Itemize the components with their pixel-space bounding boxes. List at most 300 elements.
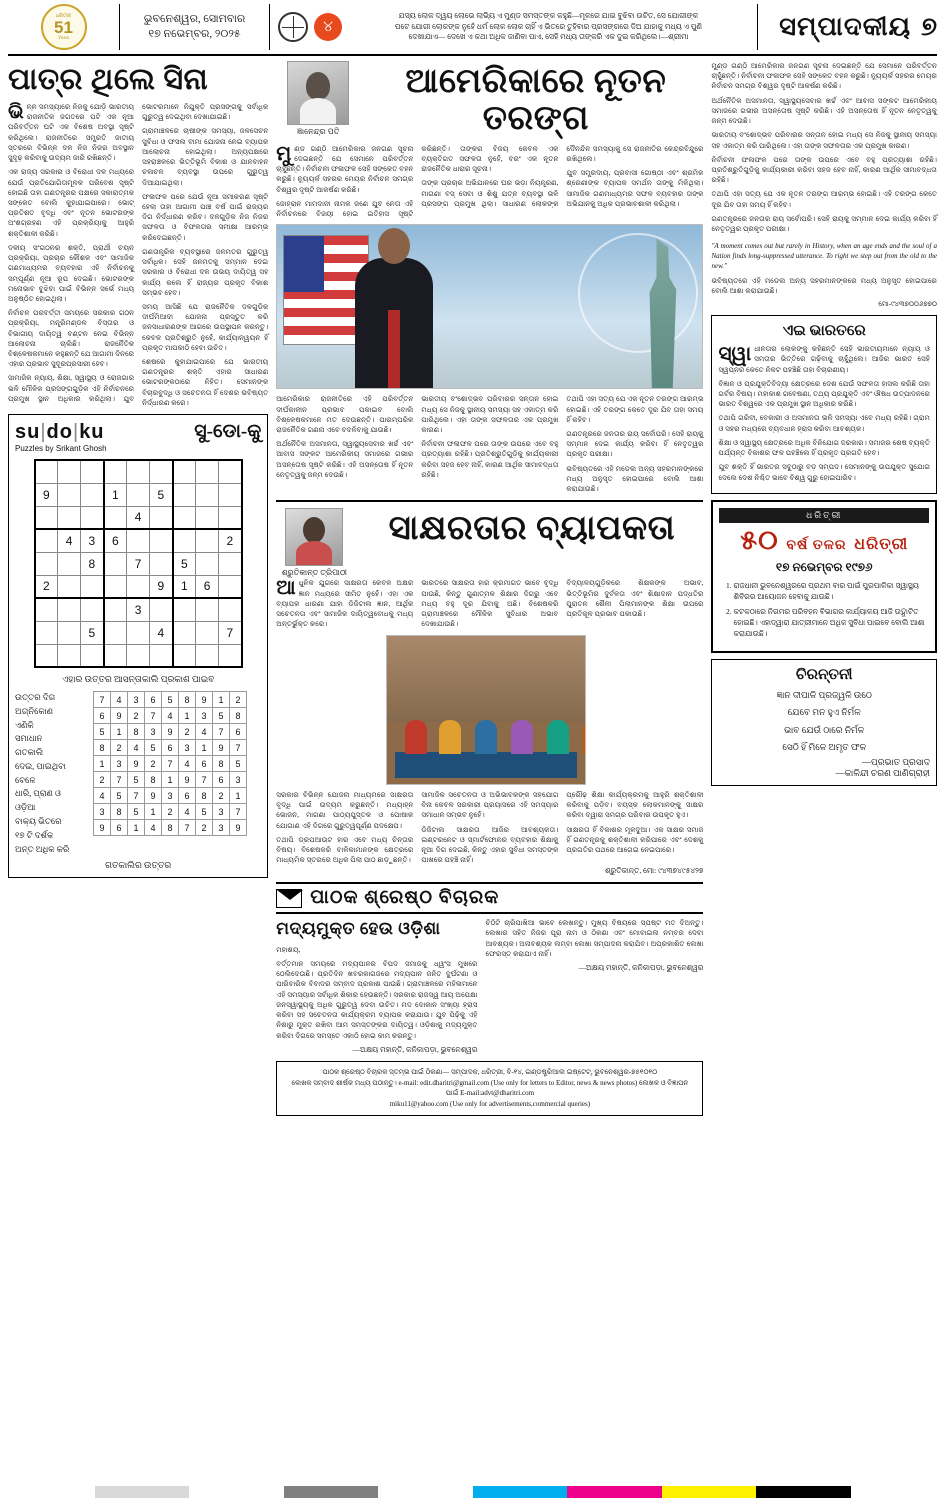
- sudoku-answer-cell: 5: [162, 692, 179, 708]
- paragraph: ଗ୍ରାମାଞ୍ଚଳରେ ଚାଷୀଙ୍କ ସମସ୍ୟା, ଜଳସେଚନ ସୁବିଧା ଓ ଫସଲ ବୀମା ଯୋଜନା ନେଇ ବ୍ୟାପକ ଆଲୋଚନା ହୋଇଥିଲା। ଅନ୍ୟପକ୍ଷରେ ସହରାଞ୍ଚଳରେ ଭିତ୍ତିଭୂମି ବିକାଶ ଓ ଯାନବାହନ ଚଳାଚଳ ବ୍ୟବସ୍ଥା ଉପରେ ଗୁରୁତ୍ୱ ଦିଆଯାଇଥିଲା।: [142, 127, 269, 187]
- sudoku-cell[interactable]: [150, 460, 173, 483]
- color-bar-swatch: [95, 1486, 190, 1498]
- sudoku-cell[interactable]: [196, 598, 219, 621]
- column-right: [711, 61, 937, 1116]
- dateline-date: ୧୭ ନଭେମ୍ବର, ୨୦୨୫: [148, 28, 241, 40]
- sudoku-cell[interactable]: [58, 644, 81, 667]
- emblem-brand: ଧରିତ୍ରୀ: [55, 13, 72, 19]
- paragraph: ଚିଠିଟି ଚାରିପାଖିଆ ଭାବେ ଲେଖନ୍ତୁ। ମୁଖ୍ୟ ବିଷୟରେ ସ୍ପଷ୍ଟ ମତ ଦିଅନ୍ତୁ। ଲେଖାର ସହିତ ନିଜର ପୂରା ନାମ ଓ ଠିକଣା ଏବଂ ମୋବାଇଲ ନମ୍ବର ଦେବା ଆବଶ୍ୟକ। ଅନାବଶ୍ୟକ ଲମ୍ବା ଲେଖା ସମ୍ପାଦନା କରାଯିବ। ଅପ୍ରକାଶିତ ଲେଖା ଫେରସ୍ତ କରାଯାଏ ନାହିଁ।: [485, 919, 704, 958]
- sudoku-cell[interactable]: [81, 644, 104, 667]
- sudoku-answer-cell: 1: [196, 740, 213, 756]
- sudoku-cell[interactable]: 9: [35, 483, 58, 506]
- sudoku-cell[interactable]: [173, 621, 196, 644]
- color-bar-swatch: [756, 1486, 851, 1498]
- sudoku-cell[interactable]: 7: [127, 552, 150, 575]
- sudoku-answer-label: ବେଳେ: [15, 774, 36, 785]
- sudoku-cell[interactable]: [104, 460, 127, 483]
- sudoku-header: [15, 421, 261, 453]
- sudoku-cell[interactable]: [35, 598, 58, 621]
- sudoku-answer-cell: 1: [111, 724, 128, 740]
- sudoku-note: ଏହାର ଉତ୍ତର ଆସନ୍ତାକାଲି ପ୍ରକାଶ ପାଇବ: [61, 674, 215, 685]
- sudoku-answer-cell: 4: [128, 740, 145, 756]
- paragraph: ଦଳୀୟ ସଂଗଠନର ଶକ୍ତି, ପ୍ରାର୍ଥୀ ଚୟନ ପ୍ରକ୍ରିୟା, ପ୍ରଚାର କୌଶଳ ଏବଂ ସାମାଜିକ ଗଣମାଧ୍ୟମର ବ୍ୟବହାର ଏହି ନିର୍ବାଚନକୁ ସମ୍ପୂର୍ଣ୍ଣ ନୂଆ ରୂପ ଦେଇଛି। ଭୋଟରଙ୍କ ମନୋଭାବ ବୁଝିବା ପାଇଁ ବିଭିନ୍ନ ସର୍ଭେ ମଧ୍ୟ ଅନୁଷ୍ଠିତ ହୋଇଥିଲା।: [8, 243, 135, 303]
- sudoku-cell[interactable]: [104, 552, 127, 575]
- sudoku-answer-cell: 8: [94, 740, 111, 756]
- sudoku-answer-cell: 9: [213, 740, 230, 756]
- author2-name: ଶ୍ରୁତିକାନ୍ତ ତ୍ରିପାଠୀ: [281, 568, 347, 578]
- sudoku-answer-cell: 4: [145, 820, 162, 836]
- anniversary-date: ୧୭ ନଭେମ୍ବର ୧୯୭୬: [775, 559, 873, 574]
- sudoku-cell[interactable]: [150, 529, 173, 552]
- author-phone: ମୋ-୯୪୩୭୦୦୬୭୭୦: [878, 300, 937, 309]
- paragraph: ଭବିଷ୍ୟତରେ ଏହି ମଡେଲ ଅନ୍ୟ ସହରମାନଙ୍କରେ ମଧ୍ୟ ଅନୁସୃତ ହୋଇପାରେ ବୋଲି ଆଶା କରାଯାଉଛି।: [711, 276, 937, 295]
- anniversary-emblem: [41, 4, 87, 50]
- sudoku-answer-cell: 9: [179, 772, 196, 788]
- paragraph: ଶିକ୍ଷା ଓ ସ୍ୱାସ୍ଥ୍ୟ କ୍ଷେତ୍ରରେ ଅଧିକ ବିନିଯୋଗ ଦରକାର। ସମାଜର ଶେଷ ବ୍ୟକ୍ତି ପର୍ଯ୍ୟନ୍ତ ବିକାଶର ଫଳ ପହଞ୍ଚିଲେ ହିଁ ପ୍ରକୃତ ପ୍ରଗତି ହେବ।: [718, 438, 930, 458]
- sudoku-cell[interactable]: [219, 552, 242, 575]
- sudoku-cell[interactable]: [196, 506, 219, 529]
- sudoku-cell[interactable]: 7: [219, 621, 242, 644]
- sudoku-widget: [8, 414, 268, 878]
- sudoku-cell[interactable]: [58, 575, 81, 598]
- sudoku-answer-cell: 7: [196, 772, 213, 788]
- paragraph: ଏକ ରାଜ୍ୟ ସରକାର ଓ ବିରୋଧୀ ଦଳ ମଧ୍ୟରେ ଯେଉଁ ପ୍ରତିଯୋଗିତାମୂଳକ ପରିବେଶ ସୃଷ୍ଟି ହୋଇଛି ତାହା ଗଣତନ୍ତ୍ରର ପକ୍ଷରେ ସକାରାତ୍ମକ ସଙ୍କେତ ବୋଲି କୁହାଯାଇପାରେ। ଭୋଟ୍ ପ୍ରତିଶତ ବୃଦ୍ଧି ଏବଂ ନୂତନ ଭୋଟରଙ୍କ ଅଂଶଗ୍ରହଣ ଏହି ପ୍ରକ୍ରିୟାକୁ ଆହୁରି ଶକ୍ତିଶାଳୀ କରିଛି।: [8, 168, 135, 238]
- sudoku-cell[interactable]: 8: [81, 552, 104, 575]
- sudoku-cell[interactable]: [173, 644, 196, 667]
- sudoku-cell[interactable]: [81, 483, 104, 506]
- india-box-body: [718, 344, 930, 487]
- sudoku-cell[interactable]: 1: [173, 575, 196, 598]
- page-columns: [8, 61, 937, 1116]
- sudoku-cell[interactable]: [173, 506, 196, 529]
- paragraph: ମୁଣ୍ଡ ଗଣ୍ଠି ଆମେରିକାର ଜନଗଣ ସୂଚନା ଦେଇଛନ୍ତି ଯେ ସେମାନେ ପରିବର୍ତ୍ତନ ଚାହୁଁଛନ୍ତି। ନିର୍ବାଚନୀ ଫଳାଫଳ ସେହି ସଙ୍କେତ ବହନ କରୁଛି। ନ୍ୟୁୟର୍କ ସହରର ମେୟର ନିର୍ବାଚନ ସମଗ୍ର ବିଶ୍ୱର ଦୃଷ୍ଟି ଆକର୍ଷଣ କରିଛି।: [276, 142, 414, 194]
- paragraph: ଗଣତାନ୍ତ୍ରିକ ବ୍ୟବସ୍ଥାରେ ଜନମତର ଗୁରୁତ୍ୱ ସର୍ବାଧିକ। ସେହି ଜନମତକୁ ସମ୍ମାନ ଦେଇ ସରକାର ଓ ବିରୋଧୀ ଦଳ ଉଭୟ ଦାୟିତ୍ୱ ସହ କାର୍ଯ୍ୟ କଲେ ହିଁ ରାଜ୍ୟର ପ୍ରକୃତ ବିକାଶ ସମ୍ଭବ ହେବ।: [142, 247, 269, 297]
- sudoku-cell[interactable]: [219, 483, 242, 506]
- sudoku-cell[interactable]: [81, 506, 104, 529]
- paragraph: ସ୍ୱାଧୀନତାର ଲୋକଙ୍କୁ କହିଛନ୍ତି ସେହି ଭାରତୀୟମାନେ ନ୍ୟାୟ ଓ ସମତାର ଭିତ୍ତିରେ ଗଢ଼ିବାକୁ ଚାହୁଁଥିଲେ। ଆଜିର ଭାରତ ସେହି ସ୍ୱପ୍ନର କେତେ ନିକଟ ପହଞ୍ଚିଛି ତାହା ବିଚାରଣୀୟ।: [718, 343, 930, 374]
- sudoku-answer-cell: 9: [145, 788, 162, 804]
- sudoku-answer-cell: 7: [94, 692, 111, 708]
- sudoku-answer-cell: 6: [162, 740, 179, 756]
- main-article-headline: ଆମେରିକାରେ ନୂତନ ତରଙ୍ଗ: [405, 63, 667, 138]
- second-article-body-bottom: [276, 790, 703, 866]
- sudoku-cell[interactable]: [150, 644, 173, 667]
- sudoku-answer-cell: 3: [213, 820, 230, 836]
- sudoku-cell[interactable]: [127, 483, 150, 506]
- paragraph: ଅର୍ଥନୈତିକ ଅସମାନତା, ସ୍ୱାସ୍ଥ୍ୟସେବାର ଖର୍ଚ୍ଚ ଏବଂ ଆବାସ ସଙ୍କଟ ଆମେରିକୀୟ ସମାଜରେ ଗଭୀର ଅସନ୍ତୋଷ ସୃଷ୍ଟି କରିଛି। ଏହି ଅସନ୍ତୋଷ ହିଁ ନୂତନ ନେତୃତ୍ୱକୁ ଜନ୍ମ ଦେଉଛି।: [276, 440, 414, 479]
- sudoku-answer-area: [15, 691, 261, 856]
- sudoku-answer-cell: 5: [213, 708, 230, 724]
- sudoku-answer-cell: 3: [94, 804, 111, 820]
- masthead-section: [757, 4, 937, 50]
- sudoku-answer-cell: 3: [145, 724, 162, 740]
- sudoku-answer-cell: 3: [213, 804, 230, 820]
- sudoku-cell[interactable]: [104, 621, 127, 644]
- sloka-text: [348, 11, 749, 44]
- anniversary-band: ଧରିତ୍ରୀ: [719, 508, 929, 523]
- paragraph: ଗଣତନ୍ତ୍ରରେ ଜନତାର ରାୟ ସର୍ବୋପରି। ସେହି ରାୟକୁ ସମ୍ମାନ ଦେଇ କାର୍ଯ୍ୟ କରିବା ହିଁ ନେତୃତ୍ୱର ପ୍ରକୃତ ପରୀକ୍ଷା।: [566, 429, 704, 459]
- paragraph: ସରକାର ବିଭିନ୍ନ ଯୋଜନା ମାଧ୍ୟମରେ ସାକ୍ଷରତା ବୃଦ୍ଧି ପାଇଁ ଉଦ୍ୟମ କରୁଛନ୍ତି। ମଧ୍ୟାହ୍ନ ଭୋଜନ, ମାଗଣା ପାଠ୍ୟପୁସ୍ତକ ଓ ପୋଷାକ ଯୋଗାଣ ଏହି ଦିଗରେ ଗୁରୁତ୍ୱପୂର୍ଣ୍ଣ ପଦକ୍ଷେପ।: [276, 790, 414, 830]
- color-bar-swatch: [662, 1486, 757, 1498]
- sudoku-cell[interactable]: 4: [127, 506, 150, 529]
- chirantani-box: [711, 659, 937, 786]
- sudoku-answer-cell: 2: [94, 772, 111, 788]
- sudoku-answer-cell: 2: [196, 820, 213, 836]
- sudoku-cell[interactable]: 6: [196, 575, 219, 598]
- sudoku-cell[interactable]: [104, 506, 127, 529]
- paragraph: ପ୍ରୌଢ଼ ଶିକ୍ଷା କାର୍ଯ୍ୟକ୍ରମକୁ ଆହୁରି ଶକ୍ତିଶାଳୀ କରିବାକୁ ପଡ଼ିବ। ବୟସ୍କ ଲୋକମାନଙ୍କୁ ସାକ୍ଷର କରିବା ଦ୍ୱାରା ସମଗ୍ର ପରିବାର ଉପକୃତ ହୁଏ।: [566, 790, 704, 820]
- sudoku-cell[interactable]: [127, 460, 150, 483]
- paragraph: ଆମେରିକାର ରାଜନୀତିରେ ଏହି ପରିବର୍ତ୍ତନ ଦୀର୍ଘକାଳୀନ ପ୍ରଭାବ ପକାଇବ ବୋଲି ବିଶ୍ଳେଷକମାନେ ମତ ଦେଉଛନ୍ତି। ପାରମ୍ପରିକ ରାଜନୈତିକ ଗଣନା ଏବେ ବଦଳିବାକୁ ଯାଉଛି।: [276, 395, 414, 434]
- sudoku-cell[interactable]: 4: [150, 621, 173, 644]
- author2-photo: [285, 508, 343, 566]
- sudoku-cell[interactable]: [35, 621, 58, 644]
- paragraph: ତଥାପି ଗରିବୀ, ବେକାରୀ ଓ ଅସମାନତା ଭଳି ସମସ୍ୟା ଏବେ ମଧ୍ୟ ରହିଛି। ଗ୍ରାମ ଓ ସହର ମଧ୍ୟରେ ବ୍ୟବଧାନ ହ୍ରାସ କରିବା ଆବଶ୍ୟକ।: [718, 414, 930, 433]
- sudoku-cell[interactable]: [219, 460, 242, 483]
- color-bar-swatch: [473, 1486, 568, 1498]
- paragraph: ସମୟ ଆସିଛି ଯେ ରାଜନୈତିକ ଦଳଗୁଡ଼ିକ ଦୀର୍ଘମିଆଦୀ ଯୋଜନା ପ୍ରସ୍ତୁତ କରି ଜନସାଧାରଣଙ୍କ ଆଗରେ ଉପସ୍ଥାପନ କରନ୍ତୁ। କେବଳ ପ୍ରତିଶ୍ରୁତି ନୁହେଁ, କାର୍ଯ୍ୟାନ୍ୱୟନ ହିଁ ପ୍ରକୃତ ମାପକାଠି ହେବା ଉଚିତ।: [142, 302, 269, 352]
- sudoku-cell[interactable]: [58, 552, 81, 575]
- paragraph: ତଥାପି ଡ୍ରପଆଉଟ ହାର ଏବେ ମଧ୍ୟ ଚିନ୍ତାର ବିଷୟ। ବିଶେଷକରି ବାଳିକାମାନଙ୍କ କ୍ଷେତ୍ରରେ ମାଧ୍ୟମିକ ସ୍ତରରେ ଅଧିକ ପିଲା ପାଠ ଛାଡ଼ୁଛନ୍ତି।: [276, 835, 414, 865]
- footer-line-2[interactable]: ଲେଖକ ସମ୍ବାଦ ଶୀର୍ଷକ ମଧ୍ୟ ପଠାନ୍ତୁ। e-mail: edit.dharitri@gmail.com (Use only for letters to Editor, news & news photos) ଲେଖକ ଓ ବିଜ୍ଞାପନ ପାଇଁ E-mail:advt@dharitri.com: [291, 1078, 689, 1098]
- sudoku-answer-cell: 3: [196, 708, 213, 724]
- sudoku-cell[interactable]: [58, 460, 81, 483]
- sudoku-cell[interactable]: 5: [81, 621, 104, 644]
- sudoku-answer-cell: 6: [230, 724, 247, 740]
- contact-footer: [276, 1061, 703, 1116]
- paragraph: ଡିଜିଟାଲ ସାକ୍ଷରତା ଆଜିର ଆବଶ୍ୟକତା। ଇଣ୍ଟରନେଟ ଓ ସ୍ମାର୍ଟଫୋନର ବ୍ୟବହାର ଶିକ୍ଷାକୁ ନୂଆ ଦିଗ ଦେଇଛି, କିନ୍ତୁ ଏହାର ସୁବିଧା ସମସ୍ତଙ୍କ ପାଖରେ ପହଞ୍ଚି ନାହିଁ।: [421, 825, 559, 865]
- chirantani-source-2: —କାଳିନ୍ଦୀ ଚରଣ ପାଣିଗ୍ରାହୀ: [835, 768, 930, 779]
- sudoku-answer-cell: 3: [230, 772, 247, 788]
- sudoku-answer-cell: 7: [128, 788, 145, 804]
- india-box: [711, 315, 937, 494]
- column-left: [8, 61, 268, 1116]
- sudoku-cell[interactable]: [127, 644, 150, 667]
- masthead-emblem-area: [8, 4, 120, 50]
- sudoku-cell[interactable]: [58, 621, 81, 644]
- sudoku-cell[interactable]: [196, 460, 219, 483]
- sudoku-answer-cell: 7: [111, 772, 128, 788]
- sudoku-cell[interactable]: 2: [219, 529, 242, 552]
- paragraph: ବିଦ୍ୟାଳୟଗୁଡ଼ିକରେ ଶିକ୍ଷକଙ୍କ ଅଭାବ, ଭିତ୍ତିଭୂମିର ଦୁର୍ବଳତା ଏବଂ ଶିକ୍ଷାଦାନ ପଦ୍ଧତିର ପୁରାତନ ଶୈଳୀ ପିଲାମାନଙ୍କ ଶିକ୍ଷା ଉପରେ ପ୍ରତିକୂଳ ପ୍ରଭାବ ପକାଉଛି।: [566, 579, 704, 618]
- emblem-number: 51: [54, 17, 73, 37]
- sudoku-answer-caption: ଗତକାଲିର ଉତ୍ତର: [105, 860, 172, 871]
- sudoku-cell[interactable]: 3: [127, 598, 150, 621]
- sudoku-cell[interactable]: [127, 529, 150, 552]
- sudoku-answer-cell: 9: [128, 756, 145, 772]
- sudoku-answer-cell: 8: [162, 820, 179, 836]
- sudoku-cell[interactable]: [35, 552, 58, 575]
- sudoku-cell[interactable]: [58, 598, 81, 621]
- sudoku-cell[interactable]: 3: [81, 529, 104, 552]
- editorial-body: [8, 102, 268, 408]
- sudoku-cell[interactable]: [127, 575, 150, 598]
- photo-circle-frame: [578, 233, 698, 353]
- anniversary-years: [719, 525, 929, 557]
- masthead-sloka: [270, 4, 757, 50]
- sudoku-answer-cell: 1: [162, 772, 179, 788]
- author-photo: [287, 61, 349, 125]
- sudoku-answer-cell: 2: [128, 708, 145, 724]
- sudoku-answer-cell: 2: [213, 788, 230, 804]
- sudoku-answer-cell: 6: [145, 692, 162, 708]
- sudoku-cell[interactable]: [219, 506, 242, 529]
- paragraph: ଭାରତୀୟ ବଂଶୋଦ୍ଭବ ପରିବାରର ସନ୍ତାନ ହୋଇ ମଧ୍ୟ ସେ ନିଜକୁ ସ୍ଥାନୀୟ ସମସ୍ୟା ସହ ଏକାତ୍ମ କରି ପାରିଥିଲେ। ଏହା ତାଙ୍କ ସଫଳତାର ଏକ ପ୍ରମୁଖ କାରଣ।: [711, 131, 937, 150]
- sudoku-answer-cell: 4: [179, 804, 196, 820]
- author-name: ଜ୍ଞାନେନ୍ଦ୍ର ପତି: [297, 127, 340, 136]
- sudoku-answer-cell: 1: [230, 788, 247, 804]
- verse-line: ସେଠି ହିଁ ମିଳେ ଅମୃତ ଫଳ: [782, 742, 867, 752]
- letter-salutation: ମହାଶୟ,: [276, 945, 301, 954]
- paragraph: ନିର୍ବାଚନ ପରବର୍ତ୍ତୀ ସମୟରେ ସରକାର ଗଠନ ପ୍ରକ୍ରିୟା, ମନ୍ତ୍ରିମଣ୍ଡଳ ବିସ୍ତାର ଓ ବିଭାଗୀୟ ଦାୟିତ୍ୱ ବଣ୍ଟନ ନେଇ ବିଭିନ୍ନ ଆଲୋଚନା ଚାଲିଛି। ରାଜନୈତିକ ବିଶ୍ଳେଷକମାନେ କହୁଛନ୍ତି ଯେ ଆଗାମୀ ଦିନରେ ଏହାର ପ୍ରଭାବ ସୁଦୂରପ୍ରସାରୀ ହେବ।: [8, 309, 135, 369]
- letters-title: ପାଠକ ଶ୍ରେଷ୍ଠ ବିଚାରକ: [310, 887, 500, 909]
- sudoku-cell[interactable]: 5: [150, 483, 173, 506]
- color-bar-swatch: [378, 1486, 473, 1498]
- paragraph: ସାମାଜିକ ନ୍ୟାୟ, ଶିକ୍ଷା, ସ୍ୱାସ୍ଥ୍ୟ ଓ ରୋଜଗାର ଭଳି ମୌଳିକ ପ୍ରସଙ୍ଗଗୁଡ଼ିକ ଏହି ନିର୍ବାଚନରେ ପ୍ରମୁଖ ସ୍ଥାନ ଅଧିକାର କରିଥିଲା। ଯୁବ ଭୋଟରମାନେ ନିଯୁକ୍ତି ପ୍ରସଙ୍ଗକୁ ସର୍ବାଧିକ ଗୁରୁତ୍ୱ ଦେଇଥିବା ଦେଖାଯାଇଛି।: [8, 103, 269, 403]
- anniversary-items: [719, 581, 929, 640]
- sudoku-cell[interactable]: [104, 644, 127, 667]
- paragraph: ବିଜ୍ଞାନ ଓ ପ୍ରଯୁକ୍ତିବିଦ୍ୟା କ୍ଷେତ୍ରରେ ଦେଶ ଯେଉଁ ସଫଳତା ହାସଲ କରିଛି ତାହା ଗର୍ବର ବିଷୟ। ମହାକାଶ ଗବେଷଣା, ତଥ୍ୟ ପ୍ରଯୁକ୍ତି ଏବଂ ଔଷଧ ଉତ୍ପାଦନରେ ଭାରତ ବିଶ୍ୱରେ ଏକ ପ୍ରମୁଖ ସ୍ଥାନ ଅଧିକାର କରିଛି।: [718, 379, 930, 409]
- paragraph: ଯୁବ ଶକ୍ତି ହିଁ ଭାରତର ସବୁଠାରୁ ବଡ଼ ସମ୍ପଦ। ସେମାନଙ୍କୁ ଉପଯୁକ୍ତ ସୁଯୋଗ ଦେଲେ ଦେଶ ନିଶ୍ଚିତ ଭାବେ ବିଶ୍ୱ ଗୁରୁ ହୋଇପାରିବ।: [718, 463, 930, 482]
- color-bar-swatch: [851, 1486, 945, 1498]
- list-item: 2. କଟକଠାରେ ନିଗମର ପରିବହନ ବିଭାଗର କାର୍ଯ୍ୟାଳୟ ଆଜି ଉଦ୍ଘାଟିତ ହୋଇଛି। ଏହାଦ୍ୱାରା ଯାତ୍ରୀମାନେ ଅଧିକ ସୁବିଧା ପାଇବେ ବୋଲି ଆଶା କରାଯାଉଛି।: [733, 607, 929, 640]
- paragraph: ତଥାପି ଏହା ସତ୍ୟ ଯେ ଏକ ନୂତନ ତରଙ୍ଗ ଆରମ୍ଭ ହୋଇଛି। ଏହି ତରଙ୍ଗ କେତେ ଦୂର ଯିବ ତାହା ସମୟ ହିଁ କହିବ।: [711, 190, 937, 209]
- editorial-headline: ପାତ୍ର ଥିଲେ ସିନା: [8, 63, 209, 96]
- sudoku-answer-cell: 6: [179, 788, 196, 804]
- sloka-line-2: ପଟେ ଯୋଗୀ ଲୋକଙ୍କ ନୁହେଁ ଧର୍ମ ଲୋକ ଲୋକ ଚାହିଁ ଏ ଭିତରେ ତୁହିବାର ପ୍ରସଙ୍ଗରେ ଦିଅ ଯାହାକୁ ମଧ୍ୟ ଏ ପୁଣି: [394, 21, 703, 31]
- sudoku-cell[interactable]: [150, 598, 173, 621]
- sudoku-cell[interactable]: [127, 621, 150, 644]
- sudoku-cell[interactable]: [104, 598, 127, 621]
- sudoku-answer-label: ଉତ୍ତର ଦିଗ: [15, 692, 56, 703]
- sudoku-cell[interactable]: [150, 552, 173, 575]
- list-item: 1. ରାଜଧାନୀ ଭୁବନେଶ୍ୱରରେ ପ୍ରଥମ ବାର ପାଇଁ ପୁରପାଳିକା ସ୍ୱାସ୍ଥ୍ୟ ଶିବିରର ଆୟୋଜନ ହେବାକୁ ଯାଉଛି।: [733, 581, 929, 603]
- sudoku-answer-label: ଦେଇ, ପାଇଥିବା: [15, 760, 66, 771]
- sudoku-answer-label: ଓଡ଼ିଆ: [15, 802, 36, 813]
- sudoku-cell[interactable]: [35, 460, 58, 483]
- sudoku-cell[interactable]: [173, 529, 196, 552]
- sudoku-answer-cell: 5: [111, 788, 128, 804]
- sudoku-cell[interactable]: [219, 598, 242, 621]
- sudoku-subtitle: Puzzles by Srikant Ghosh: [15, 444, 107, 454]
- quote-attribution-para: [711, 276, 937, 300]
- paragraph: ନିର୍ବାଚନୀ ଫଳାଫଳ ପରେ ତାଙ୍କ ଉପରେ ଏବେ ବହୁ ପ୍ରତ୍ୟାଶା ରହିଛି। ପ୍ରତିଶ୍ରୁତିଗୁଡ଼ିକୁ କାର୍ଯ୍ୟକାରୀ କରିବା ସହଜ ହେବ ନାହିଁ, କାରଣ ଆର୍ଥିକ ସୀମାବଦ୍ଧତା ରହିଛି।: [711, 155, 937, 185]
- sudoku-answer-cell: 8: [213, 756, 230, 772]
- sudoku-answer-cell: 4: [179, 756, 196, 772]
- sudoku-cell[interactable]: [219, 644, 242, 667]
- sudoku-logo-do: do: [46, 421, 73, 444]
- verse-line: ଭାବ ଯେଉଁ ଠାରେ ନିର୍ମଳ: [784, 724, 865, 735]
- sudoku-cell[interactable]: [196, 621, 219, 644]
- sudoku-odia-title: ସୁ-ଡୋ-କୁ: [194, 421, 262, 443]
- paragraph: ଅର୍ଥନୈତିକ ଅସମାନତା, ସ୍ୱାସ୍ଥ୍ୟସେବାର ଖର୍ଚ୍ଚ ଏବଂ ଆବାସ ସଙ୍କଟ ଆମେରିକୀୟ ସମାଜରେ ଗଭୀର ଅସନ୍ତୋଷ ସୃଷ୍ଟି କରିଛି। ଏହି ଅସନ୍ତୋଷ ହିଁ ନୂତନ ନେତୃତ୍ୱକୁ ଜନ୍ମ ଦେଉଛି।: [711, 96, 937, 126]
- sudoku-answer-cell: 4: [196, 724, 213, 740]
- sudoku-answer-cell: 5: [145, 740, 162, 756]
- sudoku-cell[interactable]: [196, 483, 219, 506]
- sudoku-answer-cell: 9: [162, 724, 179, 740]
- sudoku-answer-cell: 1: [179, 708, 196, 724]
- second-article-headline: ସାକ୍ଷରତାର ବ୍ୟାପକତା: [388, 510, 676, 548]
- print-color-bar: [0, 1486, 945, 1498]
- footer-line-3[interactable]: miku11@yahoo.com (Use only for advertisements,commercial queries): [389, 1100, 591, 1109]
- chirantani-title: ଚିରନ୍ତନୀ: [795, 667, 853, 684]
- paragraph: ଭିନ୍ନ ସମସ୍ୟାରେ ନିଜକୁ ଯୋଡ଼ି ଭାରତୀୟ ରାଜନୀତିକ ଜଗତରେ ପଟି ଏକ ନୂଆ ପରିବର୍ତ୍ତନ ଘଟି ଏକ ବିଶେଷ ଅବସ୍ଥା ସୃଷ୍ଟି କରିଥିଲେ। ରାଜନୀତିରେ ସମ୍ପ୍ରତି ଜାତୀୟ ସ୍ତରରେ ବିଭିନ୍ନ ଦଳ ନିଜ ନିଜର ଅବସ୍ଥାନ ସୁଦୃଢ଼ କରିବାକୁ ଉଦ୍ୟମ ଜାରି ରଖିଛନ୍ତି।: [8, 101, 135, 163]
- paragraph: ଜୋହ୍ରାନ ମାମଦାନୀ ନାମକ ଜଣେ ଯୁବ ନେତା ଏହି ନିର୍ବାଚନରେ ବିଜୟୀ ହୋଇ ଇତିହାସ ସୃଷ୍ଟି କରିଛନ୍ତି। ତାଙ୍କର ବିଜୟ କେବଳ ଏକ ବ୍ୟକ୍ତିଗତ ସଫଳତା ନୁହେଁ, ବରଂ ଏକ ନୂତନ ରାଜନୈତିକ ଧାରାର ସୂଚନା।: [276, 144, 559, 219]
- sudoku-answer-cell: 3: [179, 740, 196, 756]
- usa-figure: [276, 224, 703, 389]
- sudoku-answer-label: ଅନ୍ତ ଅଧିକ କରି: [15, 843, 70, 854]
- paragraph: ଯୁବ ସମ୍ପ୍ରଦାୟ, ପ୍ରବାସୀ ଗୋଷ୍ଠୀ ଏବଂ ଶ୍ରମିକ ଶ୍ରେଣୀଙ୍କ ବ୍ୟାପକ ସମର୍ଥନ ତାଙ୍କୁ ମିଳିଥିଲା। ସାମାଜିକ ଗଣମାଧ୍ୟମର ସଫଳ ବ୍ୟବହାର ତାଙ୍କ ଅଭିଯାନକୁ ଅଧିକ ପ୍ରଭାବଶାଳୀ କରିଥିଲା।: [566, 169, 704, 208]
- chakra-icon: [278, 12, 308, 42]
- letter-body: [276, 945, 477, 1041]
- sudoku-cell[interactable]: [173, 598, 196, 621]
- sudoku-cell[interactable]: [104, 575, 127, 598]
- sudoku-logo-ku: ku: [79, 421, 105, 444]
- sudoku-cell[interactable]: 6: [104, 529, 127, 552]
- paragraph: ନିର୍ବାଚନୀ ଫଳାଫଳ ପରେ ତାଙ୍କ ଉପରେ ଏବେ ବହୁ ପ୍ରତ୍ୟାଶା ରହିଛି। ପ୍ରତିଶ୍ରୁତିଗୁଡ଼ିକୁ କାର୍ଯ୍ୟକାରୀ କରିବା ସହଜ ହେବ ନାହିଁ, କାରଣ ଆର୍ଥିକ ସୀମାବଦ୍ଧତା ରହିଛି।: [421, 440, 559, 479]
- paragraph: ସାକ୍ଷରତା ହିଁ ବିକାଶର ମୂଳଦୁଆ। ଏକ ସାକ୍ଷର ସମାଜ ହିଁ ଗଣତନ୍ତ୍ରକୁ ଶକ୍ତିଶାଳୀ କରିପାରେ ଏବଂ ଦେଶକୁ ପ୍ରଗତିର ପଥରେ ଆଗେଇ ନେଇପାରେ।: [566, 825, 704, 855]
- sudoku-answer-labels: [15, 691, 87, 856]
- sudoku-cell[interactable]: [58, 483, 81, 506]
- sudoku-answer-cell: 2: [162, 804, 179, 820]
- sudoku-cell[interactable]: [81, 575, 104, 598]
- footer-line-1: ପାଠକ ଶ୍ରେଷ୍ଠ ବିଚାରକ ସ୍ତମ୍ଭ ପାଇଁ ଠିକଣା— ସମ୍ପାଦକ, ଧରିତ୍ରୀ, ବି-୧୪, ଇଣ୍ଡଷ୍ଟ୍ରିଆଲ ଇଷ୍ଟେଟ୍, ଭୁବନେଶ୍ୱର-୭୫୧୦୧୦: [322, 1067, 658, 1076]
- paragraph: ସାମାଜିକ ସଚେତନତା ଓ ଅଭିଭାବକଙ୍କ ସହଯୋଗ ବିନା କେବଳ ସରକାରୀ ପ୍ରୟାସରେ ଏହି ସମସ୍ୟାର ସମାଧାନ ସମ୍ଭବ ନୁହେଁ।: [421, 790, 559, 820]
- sudoku-answer-label: ସମାଧାନ: [15, 733, 43, 744]
- masthead: [8, 4, 937, 56]
- sudoku-answer-label: ୧୭ ଟି ଦର୍ଶକ: [15, 829, 54, 840]
- sudoku-cell[interactable]: [35, 644, 58, 667]
- politician-figure: [355, 258, 433, 388]
- sudoku-cell[interactable]: 1: [104, 483, 127, 506]
- sudoku-answer-label: ଗତକାଲି: [15, 747, 44, 758]
- sudoku-cell[interactable]: [196, 644, 219, 667]
- second-article-byline: ଶ୍ରୁତିକାନ୍ତ, ମୋ: ୯୪୩୭୪୯୫୪୨୭: [604, 866, 704, 876]
- sudoku-answer-cell: 8: [179, 692, 196, 708]
- page-number: ୭: [921, 11, 937, 41]
- sudoku-answer-cell: 2: [179, 724, 196, 740]
- classroom-photo: [386, 635, 586, 785]
- main-article-body-top: [276, 144, 703, 220]
- sudoku-cell[interactable]: [35, 506, 58, 529]
- dateline-place: ଭୁବନେଶ୍ୱର, ସୋମବାର: [143, 13, 246, 26]
- sudoku-answer-cell: 5: [230, 756, 247, 772]
- sudoku-answer-cell: 7: [230, 804, 247, 820]
- sudoku-cell[interactable]: [81, 460, 104, 483]
- sudoku-cell[interactable]: [173, 483, 196, 506]
- sudoku-cell[interactable]: [58, 506, 81, 529]
- sudoku-answer-cell: 1: [145, 804, 162, 820]
- sudoku-answer-cell: 2: [111, 740, 128, 756]
- sudoku-answer-cell: 7: [213, 724, 230, 740]
- sudoku-answer-cell: 7: [179, 820, 196, 836]
- sudoku-cell[interactable]: [196, 552, 219, 575]
- color-bar-swatch: [567, 1486, 662, 1498]
- paragraph: ତାଙ୍କ ପ୍ରଚାର ଅଭିଯାନରେ ଘର ଭଡ଼ା ନିୟନ୍ତ୍ରଣ, ମାଗଣା ବସ୍ ସେବା ଓ ଶିଶୁ ଯତ୍ନ ବ୍ୟବସ୍ଥା ଭଳି ପ୍ରସଙ୍ଗ ପ୍ରମୁଖ ଥିଲା। ସାଧାରଣ ଲୋକଙ୍କ ଦୈନନ୍ଦିନ ସମସ୍ୟାକୁ ସେ ରାଜନୀତିର କେନ୍ଦ୍ରବିନ୍ଦୁରେ ରଖିଥିଲେ।: [421, 144, 704, 208]
- masthead-dateline: [120, 4, 270, 50]
- sudoku-cell[interactable]: 9: [150, 575, 173, 598]
- verse-line: ଜ୍ଞାନ ଦୀପାଳି ପ୍ରଜ୍ୱଳି ଉଠେ: [776, 690, 872, 701]
- color-bar-swatch: [0, 1486, 95, 1498]
- sudoku-logo-su: su: [15, 421, 41, 444]
- paragraph: ଭାରତରେ ସାକ୍ଷରତା ହାର କ୍ରମାଗତ ଭାବେ ବୃଦ୍ଧି ପାଉଛି, କିନ୍ତୁ ଗୁଣାତ୍ମକ ଶିକ୍ଷାର ଦିଗରୁ ଏବେ ମଧ୍ୟ ବହୁ ଦୂର ଯିବାକୁ ଅଛି। ବିଶେଷକରି ଗ୍ରାମାଞ୍ଚଳରେ ମୌଳିକ ସୁବିଧାର ଅଭାବ ଦେଖାଯାଉଛି।: [421, 579, 559, 629]
- paragraph: ଭବିଷ୍ୟତରେ ଏହି ମଡେଲ ଅନ୍ୟ ସହରମାନଙ୍କରେ ମଧ୍ୟ ଅନୁସୃତ ହୋଇପାରେ ବୋଲି ଆଶା କରାଯାଉଛି।: [566, 464, 704, 494]
- sudoku-answer-label: ଧାରି, ପ୍ରାଣ ଓ: [15, 788, 61, 799]
- sudoku-answer-grid: [93, 691, 247, 836]
- letter-title: ମଦ୍ୟମୁକ୍ତ ହେଉ ଓଡ଼ିଶା: [276, 919, 441, 939]
- sudoku-cell[interactable]: 4: [58, 529, 81, 552]
- sudoku-answer-cell: 8: [145, 772, 162, 788]
- sudoku-cell[interactable]: [196, 529, 219, 552]
- english-quote: "A moment comes out but rarely in History, when an age ends and the soul of a Nation finds long-suppressed utterance. To right we step out from the old to the new.": [711, 242, 937, 270]
- sudoku-answer-cell: 5: [128, 772, 145, 788]
- sudoku-cell[interactable]: [219, 575, 242, 598]
- sudoku-cell[interactable]: 2: [35, 575, 58, 598]
- verse-line: ଯେବେ ମନ ହୁଏ ନିର୍ମଳ: [787, 707, 861, 718]
- section-title: ସମ୍ପାଦକୀୟ: [779, 11, 912, 41]
- paragraph: ତଥାପି ଏହା ସତ୍ୟ ଯେ ଏକ ନୂତନ ତରଙ୍ଗ ଆରମ୍ଭ ହୋଇଛି। ଏହି ତରଙ୍ଗ କେତେ ଦୂର ଯିବ ତାହା ସମୟ ହିଁ କହିବ।: [566, 395, 704, 424]
- sudoku-grid[interactable]: [34, 459, 243, 668]
- sudoku-answer-cell: 2: [230, 692, 247, 708]
- sudoku-answer-cell: 8: [111, 804, 128, 820]
- paragraph: ବର୍ତ୍ତମାନ ସମୟରେ ମଦ୍ୟପାନର ବିପଦ ସମାଜକୁ ଧ୍ୱଂସ ମୁଖରେ ଠେଲିଦେଉଛି। ପ୍ରତିଦିନ ଖବରକାଗଜରେ ମଦ୍ୟପାନ ଜନିତ ଦୁର୍ଘଟଣା ଓ ପାରିବାରିକ ବିବାଦର ସମ୍ବାଦ ପ୍ରକାଶ ପାଉଛି। ଗ୍ରାମାଞ୍ଚଳରେ ମହିଳାମାନେ ଏହି ସମସ୍ୟାର ସର୍ବାଧିକ ଶିକାର ହେଉଛନ୍ତି। ସରକାର ରାଜସ୍ୱ ଆୟ ଅପେକ୍ଷା ଜନସ୍ୱାସ୍ଥ୍ୟକୁ ଅଧିକ ଗୁରୁତ୍ୱ ଦେବା ଉଚିତ। ମଦ ଦୋକାନ ସଂଖ୍ୟା ହ୍ରାସ କରିବା ସହ ସଚେତନତା କାର୍ଯ୍ୟକ୍ରମ ବ୍ୟାପକ କରାଯାଉ। ଯୁବ ପିଢ଼ିକୁ ଏହି ନିଶାରୁ ମୁକ୍ତ ରଖିବା ଆମ ସମସ୍ତଙ୍କର ଦାୟିତ୍ୱ। ଓଡ଼ିଶାକୁ ମଦ୍ୟମୁକ୍ତ କରିବା ଦିଗରେ ସମସ୍ତେ ଏକାଠି ହୋଇ କାମ କରନ୍ତୁ।: [276, 960, 478, 1040]
- letters-guidelines: [486, 918, 704, 959]
- sudoku-answer-cell: 6: [111, 820, 128, 836]
- sudoku-answer-cell: 3: [128, 692, 145, 708]
- column-center: [276, 61, 703, 1116]
- letters-guidelines-signature: —ଅକ୍ଷୟ ମହାନ୍ତି, କନିକାପଡ଼ା, ଭୁବନେଶ୍ୱର: [578, 962, 704, 972]
- sudoku-answer-cell: 9: [94, 820, 111, 836]
- classroom-figure: [386, 635, 586, 785]
- usa-photo: [276, 224, 703, 389]
- sudoku-cell[interactable]: [173, 460, 196, 483]
- sudoku-cell[interactable]: [150, 506, 173, 529]
- sudoku-answer-cell: 4: [111, 692, 128, 708]
- sudoku-answer-cell: 6: [196, 756, 213, 772]
- sudoku-answer-cell: 5: [196, 804, 213, 820]
- main-article-continuation: [711, 61, 937, 238]
- sudoku-cell[interactable]: [81, 598, 104, 621]
- sudoku-answer-cell: 8: [196, 788, 213, 804]
- paragraph: ମୁଣ୍ଡ ଗଣ୍ଠି ଆମେରିକାର ଜନଗଣ ସୂଚନା ଦେଇଛନ୍ତି ଯେ ସେମାନେ ପରିବର୍ତ୍ତନ ଚାହୁଁଛନ୍ତି। ନିର୍ବାଚନୀ ଫଳାଫଳ ସେହି ସଙ୍କେତ ବହନ କରୁଛି। ନ୍ୟୁୟର୍କ ସହରର ମେୟର ନିର୍ବାଚନ ସମଗ୍ର ବିଶ୍ୱର ଦୃଷ୍ଟି ଆକର୍ଷଣ କରିଛି।: [711, 62, 937, 91]
- sudoku-cell[interactable]: 5: [173, 552, 196, 575]
- sloka-line-1: ଯସ୍ୟ ଲୋକ ଦ୍ୱୟ ଲୋଭେ ଲାଭ୍ୟି ଏ ମୁଣ୍ଡ ସମସ୍ତଙ୍କ କହୁଛି—ମୂଳରେ ଯାଇ ବୁଝିବା ଉଚିତ, ସେ ଯୋଗୀଙ୍କ: [398, 10, 699, 20]
- sudoku-answer-cell: 4: [94, 788, 111, 804]
- sudoku-answer-cell: 7: [230, 740, 247, 756]
- sudoku-answer-cell: 8: [128, 724, 145, 740]
- sudoku-answer-cell: 5: [94, 724, 111, 740]
- color-bar-swatch: [284, 1486, 379, 1498]
- sudoku-answer-cell: 9: [111, 708, 128, 724]
- sudoku-answer-cell: 1: [94, 756, 111, 772]
- india-box-title: ଏଇ ଭାରତରେ: [782, 323, 866, 340]
- anniversary-brand: ଧରିତ୍ରୀ: [854, 535, 909, 553]
- anniversary-suffix: ବର୍ଷ ତଳର: [786, 537, 847, 553]
- paragraph: ଭାରତୀୟ ବଂଶୋଦ୍ଭବ ପରିବାରର ସନ୍ତାନ ହୋଇ ମଧ୍ୟ ସେ ନିଜକୁ ସ୍ଥାନୀୟ ସମସ୍ୟା ସହ ଏକାତ୍ମ କରି ପାରିଥିଲେ। ଏହା ତାଙ୍କ ସଫଳତାର ଏକ ପ୍ରମୁଖ କାରଣ।: [421, 395, 559, 434]
- sudoku-answer-cell: 9: [196, 692, 213, 708]
- sudoku-answer-cell: 7: [145, 708, 162, 724]
- sudoku-answer-cell: 9: [230, 820, 247, 836]
- sloka-line-3: ଦେଖାଯାଏ— ଦେଖେ ଏ କଥା ଅଧିକ ଜାଣିବା ପାଏ, ସେହି ମଧ୍ୟ ତାଙ୍କରି ଏକ ଦୁଇ କରିଥିଲେ।—ଶ୍ରୀମା: [408, 32, 689, 42]
- sudoku-cell[interactable]: [35, 529, 58, 552]
- sudoku-answer-cell: 4: [162, 708, 179, 724]
- anniversary-number: ୫୦: [740, 524, 779, 555]
- sudoku-answer-cell: 1: [128, 820, 145, 836]
- sudoku-answer-cell: 3: [162, 788, 179, 804]
- anniversary-box: [711, 500, 937, 653]
- gita-chapter-badge: ୪: [314, 13, 342, 41]
- letters-section-header: [276, 882, 703, 914]
